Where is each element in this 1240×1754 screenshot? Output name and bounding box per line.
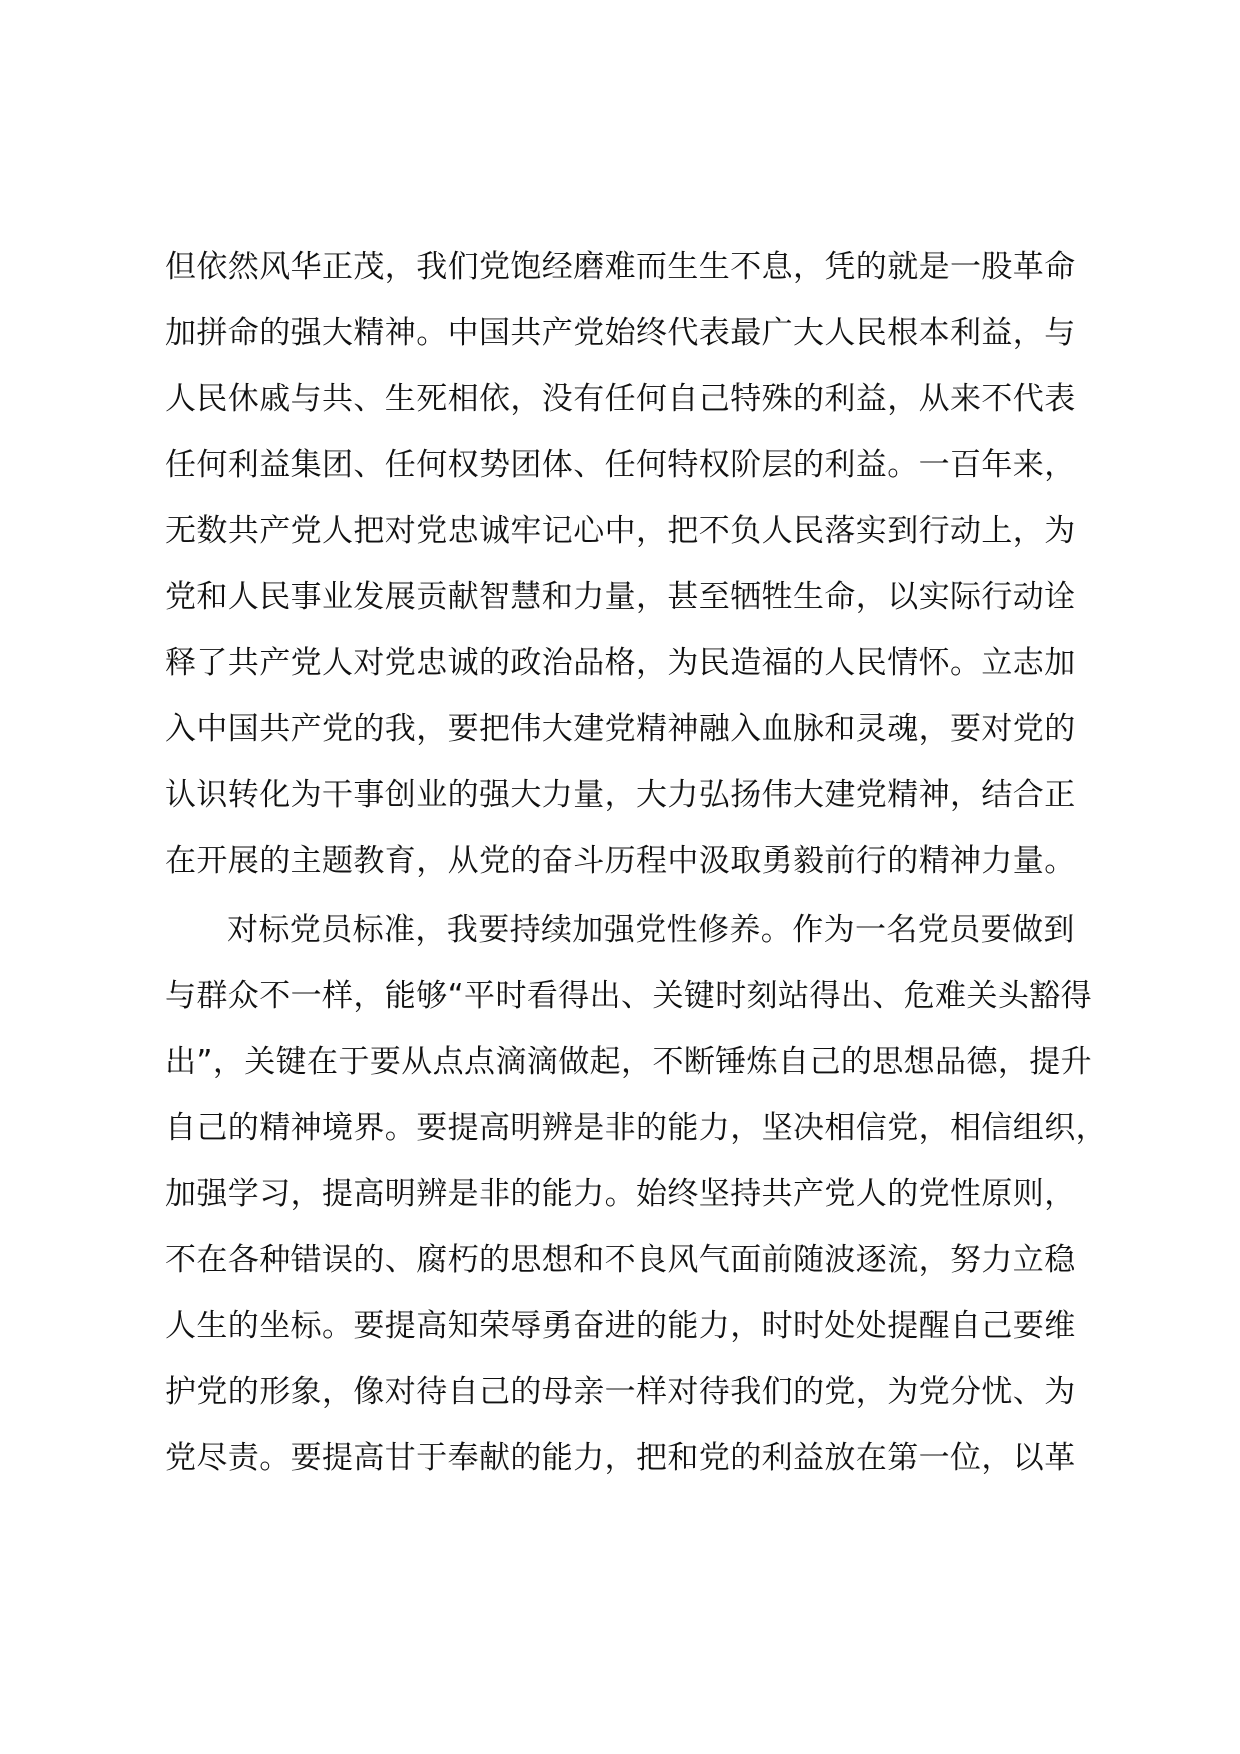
- text-line: 党和人民事业发展贡献智慧和力量，甚至牺牲生命，以实际行动诠: [165, 579, 1076, 615]
- text-line: 加强学习，提高明辨是非的能力。始终坚持共产党人的党性原则，: [165, 1176, 1076, 1212]
- text-line: 人生的坐标。要提高知荣辱勇奋进的能力，时时处处提醒自己要维: [165, 1308, 1076, 1344]
- text-line: 认识转化为干事创业的强大力量，大力弘扬伟大建党精神，结合正: [165, 777, 1076, 813]
- text-line: 党尽责。要提高甘于奉献的能力，把和党的利益放在第一位，以革: [165, 1440, 1076, 1476]
- text-line: 护党的形象，像对待自己的母亲一样对待我们的党，为党分忧、为: [165, 1374, 1076, 1410]
- paragraph-1: [165, 242, 1105, 902]
- text-line: 在开展的主题教育，从党的奋斗历程中汲取勇毅前行的精神力量。: [165, 843, 1076, 879]
- text-line: 入中国共产党的我，要把伟大建党精神融入血脉和灵魂，要对党的: [165, 711, 1076, 747]
- text-line: 无数共产党人把对党忠诚牢记心中，把不负人民落实到行动上，为: [165, 513, 1076, 549]
- text-line: 任何利益集团、任何权势团体、任何特权阶层的利益。一百年来，: [165, 447, 1076, 483]
- text-line: 但依然风华正茂，我们党饱经磨难而生生不息，凭的就是一股革命: [165, 249, 1076, 285]
- text-line: 不在各种错误的、腐朽的思想和不良风气面前随波逐流，努力立稳: [165, 1242, 1076, 1278]
- text-line: 与群众不一样，能够“平时看得出、关键时刻站得出、危难关头豁得: [165, 978, 1093, 1014]
- text-line: 自己的精神境界。要提高明辨是非的能力，坚决相信党，相信组织，: [165, 1110, 1107, 1146]
- paragraph-2: [165, 905, 1105, 1499]
- text-line-first: 对标党员标准，我要持续加强党性修养。作为一名党员要做到: [227, 912, 1075, 948]
- text-line: 释了共产党人对党忠诚的政治品格，为民造福的人民情怀。立志加: [165, 645, 1076, 681]
- text-line: 加拼命的强大精神。中国共产党始终代表最广大人民根本利益，与: [165, 315, 1076, 351]
- text-line: 出”，关键在于要从点点滴滴做起，不断锤炼自己的思想品德，提升: [165, 1044, 1093, 1080]
- text-line: 人民休戚与共、生死相依，没有任何自己特殊的利益，从来不代表: [165, 381, 1076, 417]
